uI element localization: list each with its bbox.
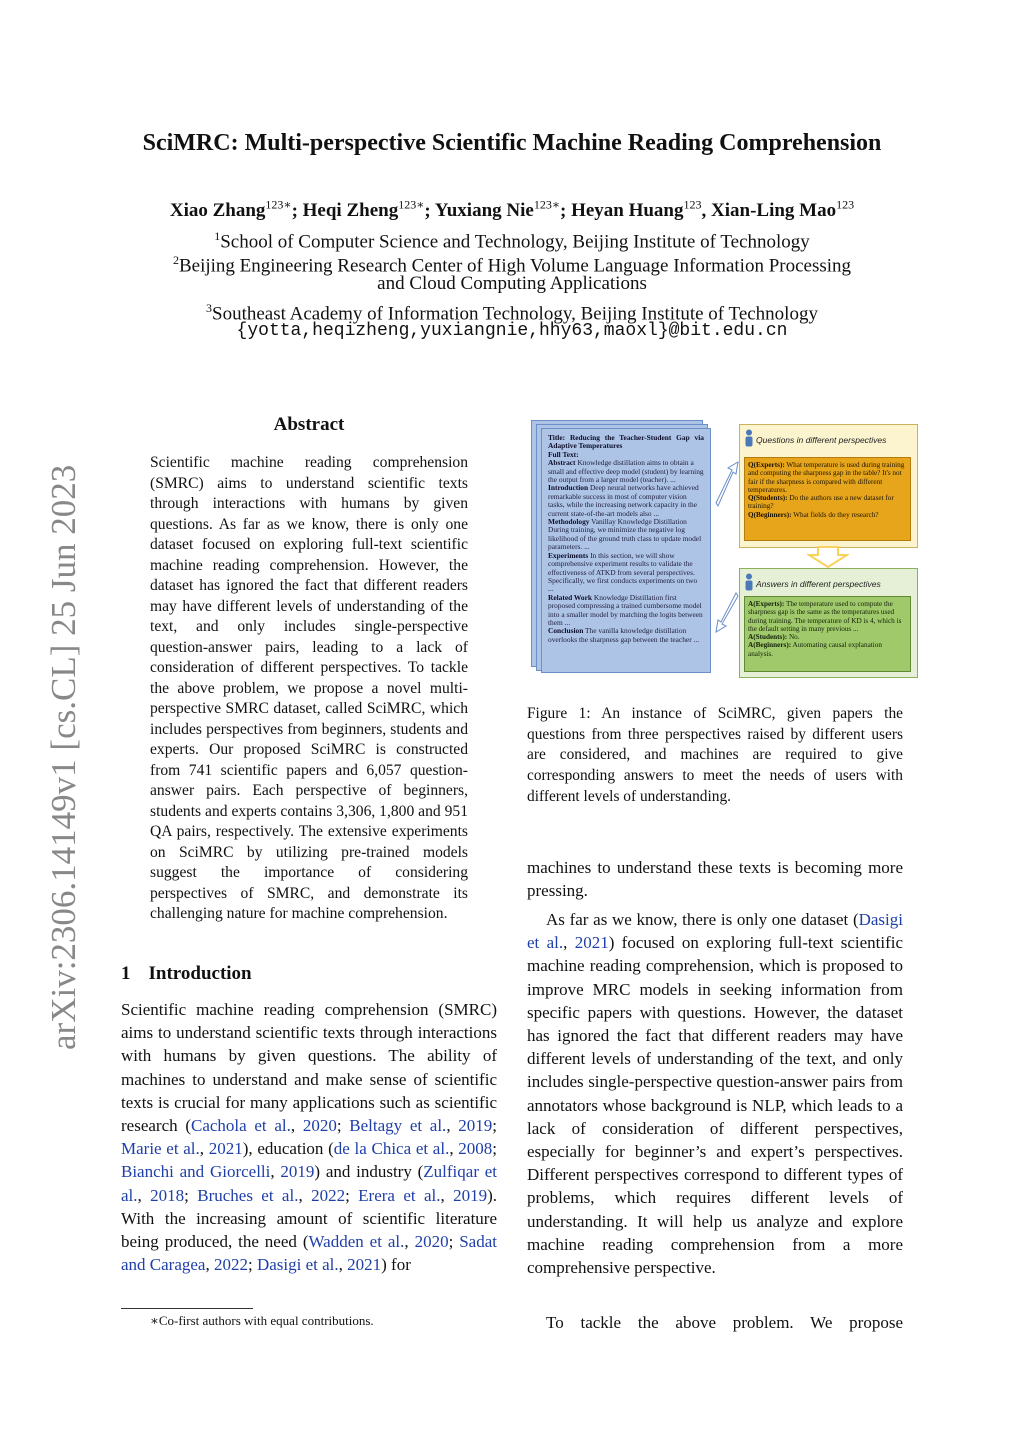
paper-section-label: Abstract: [548, 458, 576, 468]
question-item-text: What temperature is used during training and computing the sharpness gap in the table? It's not fair if the sharpness is compared with different temperatures.: [748, 461, 905, 494]
citation-link[interactable]: 2019: [458, 1116, 493, 1136]
paper-section: [548, 518, 704, 552]
affiliation-1: $^1$School of Computer Science and Technology, Beijing Institute of Technology: [214, 229, 810, 253]
person-icon: [744, 429, 754, 447]
citation-link[interactable]: Erera et al.: [358, 1185, 441, 1205]
answer-item-who: A(Beginners):: [748, 641, 792, 650]
paper-section-text: Knowledge Distillation first proposed compressing a trained cumbersome model into a smaller model by matching the logits between them ...: [548, 592, 703, 627]
citation-link[interactable]: 2019: [280, 1162, 315, 1182]
answer-item-text: No.: [787, 633, 800, 642]
right-paragraph-2: As far as we know, there is only one dataset (Dasigi et al., 2021) focused on exploring full-text scientific machine reading comprehension, which is proposed to improve MRC models in seeking information from specific papers with questions. However, the dataset has ignored the fact that different readers may have different levels of understanding of the text, and only includes single-perspective question-answer pairs from annotators whose background is NLP, which leads to a lack of consideration of different perspectives, especially for beginner’s and expert’s perspectives. Different perspectives correspond to different types of problems, which requires different levels of understanding. It will help us analyze and explore machine reading comprehension from a more comprehensive perspective.: [527, 910, 904, 1278]
answer-item: [748, 600, 907, 633]
answer-item: [748, 633, 907, 641]
answers-label: Answers in different perspectives: [756, 579, 881, 589]
citation-link[interactable]: 2022: [213, 1255, 248, 1275]
questions-list: [744, 457, 911, 541]
question-item: [748, 461, 907, 494]
author-affil-sup: 123: [683, 198, 702, 212]
paper-section-text: In this section, we will show comprehensive experiment results to validate the effectiveness of ATKD from several perspectives. Specifically, we first conducts experiments on two ...: [548, 550, 698, 594]
affiliation-3: $^3$Southeast Academy of Information Technology, Beijing Institute of Technology: [206, 301, 818, 325]
footnote: ∗Co-first authors with equal contributions.: [150, 1313, 374, 1328]
author: [303, 200, 425, 221]
answer-item-text: Automating causal explanation analysis.: [748, 641, 882, 658]
author: [170, 200, 292, 221]
citation-link[interactable]: 2020: [414, 1232, 449, 1252]
question-item-text: Do the authors use a new dataset for training?: [748, 494, 894, 511]
author: [571, 200, 701, 221]
paper-section: [548, 484, 704, 518]
paper-title-label: Title:: [548, 433, 566, 442]
citation-link[interactable]: Zulfiqar et al.: [121, 1162, 498, 1205]
question-item-who: Q(Beginners):: [748, 510, 792, 519]
figure-caption: Figure 1: An instance of SciMRC, given papers the questions from three perspectives raised by different users are considered, and machines are required to give corresponding answers to meet the needs of users with different levels of understanding.: [527, 705, 903, 805]
paper-section-label: Introduction: [548, 483, 589, 493]
citation-link[interactable]: 2018: [150, 1185, 185, 1205]
affiliation-2-cont: and Cloud Computing Applications: [377, 273, 647, 294]
paper-section: [548, 459, 704, 484]
answer-item-text: The temperature used to compute the sharpness gap is the same as the temperatures used during training. The temperature of KD is 4, which is the default setting in many previous ...: [748, 600, 902, 633]
citation-link[interactable]: Cachola et al.: [190, 1116, 291, 1136]
paper-section-label: Methodology: [548, 517, 590, 527]
paper-front-page: [541, 428, 711, 673]
question-item: [748, 494, 907, 511]
full-text-label: Full Text:: [548, 449, 579, 459]
citation-link[interactable]: 2019: [453, 1185, 488, 1205]
citation-link[interactable]: 2021: [574, 933, 609, 953]
arrow-to-questions: [714, 458, 740, 518]
equal-contrib-mark: ∗: [551, 198, 560, 212]
arrow-from-answers: [714, 578, 740, 638]
paper-section-text: Deep neural networks have achieved remarkable success in most of computer vision tasks, while the increasing network capacity in the current state-of-the-art models also ...: [548, 483, 699, 518]
equal-contrib-mark: ∗: [416, 198, 425, 212]
citation-link[interactable]: 2021: [347, 1255, 382, 1275]
down-arrow-icon: [807, 546, 849, 568]
author-name: Xian-Ling Mao: [711, 200, 837, 222]
question-item-who: Q(Students):: [748, 494, 788, 503]
citation-link[interactable]: 2020: [302, 1116, 337, 1136]
author-affil-sup: 123: [533, 198, 552, 212]
abstract-body: Scientific machine reading comprehension (SMRC) aims to understand scientific texts through interactions with humans by given questions. As far as we know, there is only one dataset focused on exploring full-text scientific machine reading comprehension. However, the dataset has ignored the fact that different readers may have different levels of understanding of the text, and only includes single-perspective question-answer pairs, leading to a lack of consideration of different perspectives. To tackle the above problem, we propose a novel multi-perspective SMRC dataset, called SciMRC, which includes perspectives from beginners, students and experts. Our proposed SciMRC is constructed from 741 scientific papers and 6,057 question-answer pairs. Each perspective of beginners, students and experts contains 3,306, 1,800 and 951 QA pairs, respectively. The extensive experiments on SciMRC by utilizing pre-trained models suggest the importance of considering perspectives of SMRC, and demonstrate its challenging nature for machine comprehension.: [150, 454, 468, 922]
introduction-paragraph: Scientific machine reading comprehension (SMRC) aims to understand scientific texts through interactions with humans by given questions. The ability of machines to understand and make sense of scientific texts is crucial for many applications such as scientific research (Cachola et al., 2020; Beltagy et al., 2019; Marie et al., 2021), education (de la Chica et al., 2008; Bianchi and Giorcelli, 2019) and industry (Zulfiqar et al., 2018; Bruches et al., 2022; Erera et al., 2019). With the increasing amount of scientific literature being produced, the need (Wadden et al., 2020; Sadat and Caragea, 2022; Dasigi et al., 2021) for: [121, 1000, 498, 1275]
answer-item-who: A(Students):: [748, 633, 788, 642]
question-item: [748, 511, 907, 519]
abstract-heading: Abstract: [273, 414, 345, 435]
citation-link[interactable]: Sadat and Caragea: [121, 1232, 497, 1275]
author-name: Heqi Zheng: [302, 200, 399, 222]
citation-link[interactable]: 2022: [311, 1185, 346, 1205]
paper-section-label: Experiments: [548, 550, 589, 560]
question-item-who: Q(Experts):: [748, 461, 785, 469]
author: [711, 200, 854, 221]
paper-section-text: Knowledge distillation aims to obtain a small and effective deep model (student) by learning the output from a larger model (teacher). ...: [548, 458, 704, 485]
paper-section: [548, 594, 704, 628]
paper-section-text: Vanillay Knowledge Distillation During training, we minimize the negative log likelihood of the ground truth class to update model parameters. ...: [548, 517, 702, 552]
citation-link[interactable]: Dasigi et al.: [256, 1255, 339, 1275]
citation-link[interactable]: Wadden et al.: [308, 1232, 405, 1252]
section-heading-introduction: 1 Introduction: [121, 963, 252, 984]
answer-item: [748, 641, 907, 658]
citation-link[interactable]: Bruches et al.: [197, 1185, 299, 1205]
citation-link[interactable]: 2008: [458, 1139, 493, 1159]
answers-panel: [739, 568, 918, 678]
paper-title-text: Reducing the Teacher-Student Gap via Adaptive Temperatures: [548, 433, 704, 451]
paper-section: [548, 552, 704, 594]
right-paragraph-3: To tackle the above problem. We propose: [546, 1313, 903, 1332]
questions-panel: [739, 424, 918, 548]
author-list: Xiao Zhang$^{123∗}$; Heqi Zheng$^{123∗}$; Yuxiang Nie$^{123∗}$; Heyan Huang$^{123}$, Xian-Ling Mao$^{123}$: [169, 198, 855, 222]
answers-list: [744, 596, 911, 672]
author-name: Yuxiang Nie: [434, 200, 534, 222]
paper-title: SciMRC: Multi-perspective Scientific Machine Reading Comprehension: [142, 130, 882, 156]
affiliation-2: $^2$Beijing Engineering Research Center of High Volume Language Information Processing: [172, 253, 852, 277]
person-icon: [744, 573, 754, 591]
citation-link[interactable]: Dasigi et al.: [527, 910, 903, 953]
author-affil-sup: 123: [265, 198, 284, 212]
paper-section: [548, 627, 704, 644]
citation-link[interactable]: Marie et al.: [121, 1139, 200, 1159]
question-item-text: What fields do they research?: [791, 510, 879, 519]
questions-label: Questions in different perspectives: [756, 435, 887, 445]
figure-1: [527, 418, 919, 688]
equal-contrib-mark: ∗: [283, 198, 292, 212]
footnote-rule: [121, 1308, 253, 1309]
paper-section-label: Conclusion: [548, 626, 584, 636]
citation-link[interactable]: de la Chica et al.: [333, 1139, 450, 1159]
paper-section-text: The vanilla knowledge distillation overlooks the sharpness gap between the teacher ...: [548, 626, 700, 644]
author-affil-sup: 123: [398, 198, 417, 212]
author-emails[interactable]: {yotta,heqizheng,yuxiangnie,hhy63,maoxl}@bit.edu.cn: [236, 321, 788, 341]
paper-section-label: Related Work: [548, 592, 593, 602]
citation-link[interactable]: 2021: [208, 1139, 243, 1159]
citation-link[interactable]: Bianchi and Giorcelli: [121, 1162, 271, 1182]
right-paragraph-1: machines to understand these texts is becoming more pressing.: [527, 858, 903, 901]
author: [435, 200, 560, 221]
author-name: Heyan Huang: [571, 200, 684, 222]
citation-link[interactable]: Beltagy et al.: [349, 1116, 447, 1136]
author-affil-sup: 123: [836, 198, 855, 212]
arxiv-identifier: arXiv:2306.14149v1 [cs.CL] 25 Jun 2023: [44, 464, 83, 1050]
paper-title-line: [548, 434, 704, 451]
answer-item-who: A(Experts):: [748, 600, 785, 608]
author-name: Xiao Zhang: [169, 200, 266, 222]
